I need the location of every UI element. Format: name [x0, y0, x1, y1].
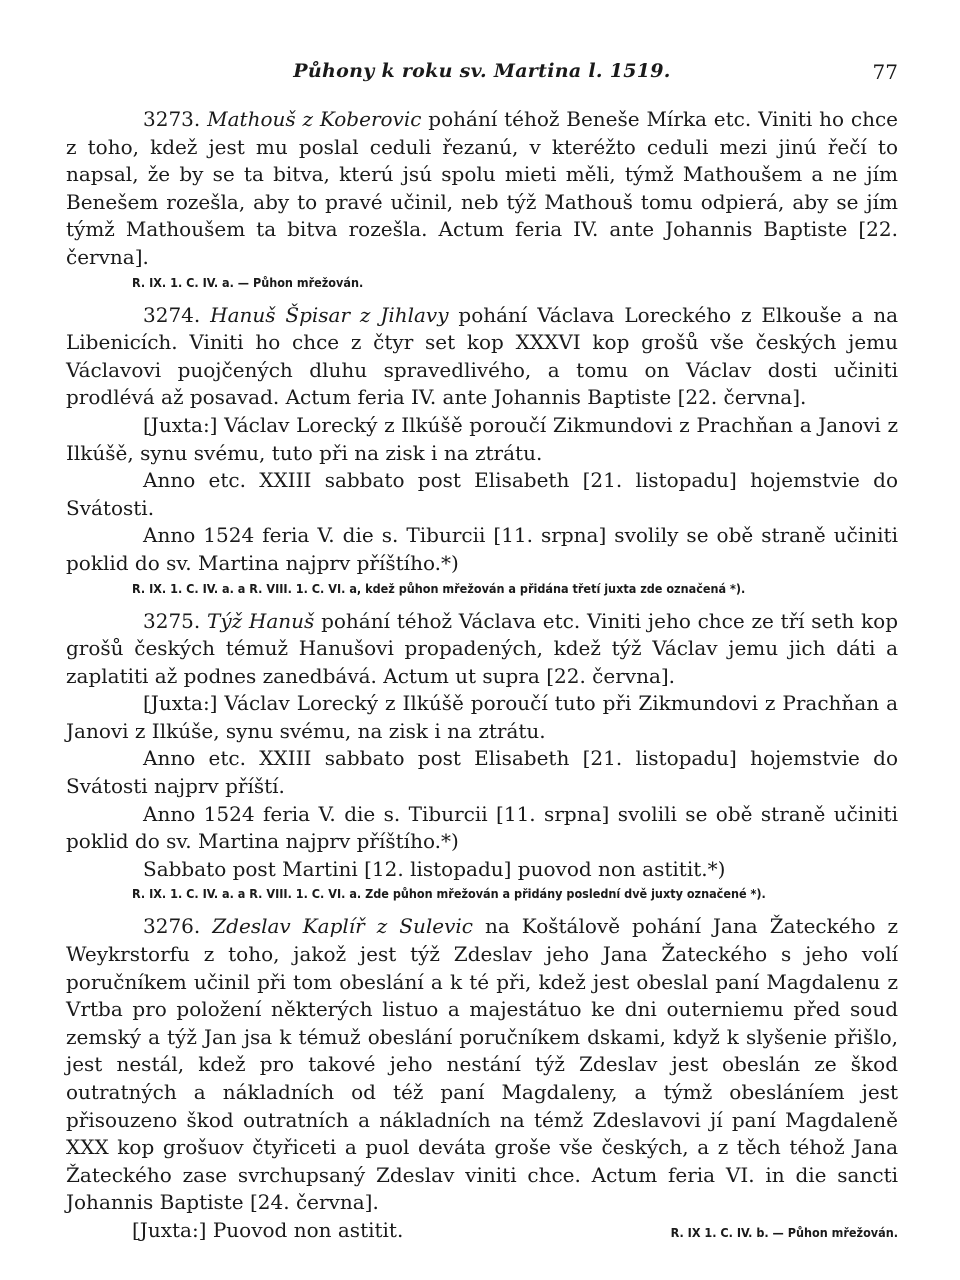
- sabbato-paragraph: Sabbato post Martini [12. listopadu] puovod non astitit.*): [143, 856, 726, 881]
- source-note: R. IX 1. C. IV. b. — Půhon mřežován.: [670, 1224, 898, 1240]
- entry-name: Mathouš z Koberovic: [207, 107, 422, 131]
- entry-3275: [66, 608, 898, 691]
- header-title: Půhony k roku sv. Martina l. 1519.: [293, 60, 671, 82]
- source-note: R. IX. 1. C. IV. a. a R. VIII. 1. C. VI. a, kdež půhon mřežován a přidána třetí juxta zde označená *).: [132, 580, 746, 596]
- juxta-paragraph: [Juxta:] Václav Lorecký z Ilkúšě poroučí Zikmundovi z Prachňan a Janovi z Ilkúšě, synu svému, tuto při na zisk i na ztrátu.: [66, 412, 898, 465]
- entry-3274: [66, 302, 898, 412]
- entry-number: 3273.: [143, 107, 201, 131]
- entry-text: pohání téhož Beneše Mírka etc. Viniti ho chce z toho, kdež jest mu poslal ceduli řezanú, v kteréžto ceduli mezi jinú řečí to napsal, že by se ta bitva, kterú jsú spolu mieti měli, týmž Mathoušem a ne jím Benešem rozešla, aby to pravé učinil, neb týž Mathouš tomu odpierá, aby se jím týmž Mathoušem ta bitva rozešla. Actum feria IV. ante Johannis Baptiste [22. června].: [66, 107, 899, 269]
- entry-name: Zdeslav Kaplíř z Sulevic: [212, 914, 473, 939]
- anno-paragraph: Anno 1524 feria V. die s. Tiburcii [11. srpna] svolily se obě straně učiniti poklid do sv. Martina najprv příštího.*): [66, 523, 898, 575]
- juxta-paragraph: [Juxta:] Václav Lorecký z Ilkúšě poroučí tuto při Zikmundovi z Prachňan a Janovi z Ilkúše, synu svému, na zisk i na ztrátu.: [66, 691, 898, 743]
- entry-3276: [66, 913, 898, 1217]
- anno-paragraph: Anno etc. XXIII sabbato post Elisabeth [21. listopadu] hojemstvie do Svátosti najprv příští.: [66, 746, 898, 799]
- entry-number: 3276.: [143, 914, 201, 939]
- entry-number: 3275.: [143, 608, 201, 633]
- anno-paragraph: Anno etc. XXIII sabbato post Elisabeth [21. listopadu] hojemstvie do Svátosti.: [66, 468, 898, 520]
- entry-3273: [66, 106, 898, 272]
- page-number: 77: [872, 60, 898, 84]
- entry-name: Týž Hanuš: [207, 608, 315, 633]
- entry-text: pohání Václava Loreckého z Elkouše a na Libenicích. Viniti ho chce z čtyr set kop XXXVI kop grošů vše českých jemu Václavovi puojčených dluhu spravedlivého, a tomu on Václav dosti učiniti prodlévá až posavad. Actum feria IV. ante Johannis Baptiste [22. června].: [66, 302, 898, 410]
- juxta-paragraph: [Juxta:] Puovod non astitit.: [132, 1217, 404, 1242]
- source-note: R. IX. 1. C. IV. a. — Půhon mřežován.: [132, 274, 364, 290]
- running-header: [66, 60, 898, 88]
- entry-number: 3274.: [143, 302, 201, 327]
- document-body: [66, 106, 898, 1245]
- entry-name: Hanuš Špisar z Jihlavy: [210, 302, 449, 327]
- final-line: [66, 1217, 898, 1245]
- entry-text: na Koštálově pohání Jana Žateckého z Weykrstorfu z toho, jakož jest týž Zdeslav jeho Jana Žateckého s jeho volí poručníkem učinil při tom obeslání a k té při, kdež jest obeslal paní Magdalenu z Vrtba pro položení některých listuo a majestátuo ke dni outerniemu před soud zemský a týž Jan jsa k témuž obeslání poručníkem dskami, když k slyšenie přišlo, jest nestál, kdež pro takové jeho nestání týž Zdeslav jest obeslán ze škod outratných a nákladních od též paní Magdaleny, a týmž obesláníem jest přisouzeno škod outratních a nákladních na témž Zdeslavovi jí paní Magdaleně XXX kop grošuov čtyřiceti a puol deváta groše vše českých, a z těch téhož Jana Žateckého zase svrchupsaný Zdeslav viniti chce. Actum feria VI. in die sancti Johannis Baptiste [24. června].: [66, 914, 899, 1215]
- entry-text: pohání téhož Václava etc. Viniti jeho chce ze tří seth kop grošů českých témuž Hanušovi propadených, kdež týž Václav jemu jich dáti a zaplatiti až podnes zanedbává. Actum ut supra [22. června].: [66, 608, 899, 688]
- anno-paragraph: Anno 1524 feria V. die s. Tiburcii [11. srpna] svolili se obě straně učiniti poklid do sv. Martina najprv příštího.*): [66, 801, 898, 854]
- source-note: R. IX. 1. C. IV. a. a R. VIII. 1. C. VI. a. Zde půhon mřežován a přidány poslední dvě juxty označené *).: [132, 886, 766, 902]
